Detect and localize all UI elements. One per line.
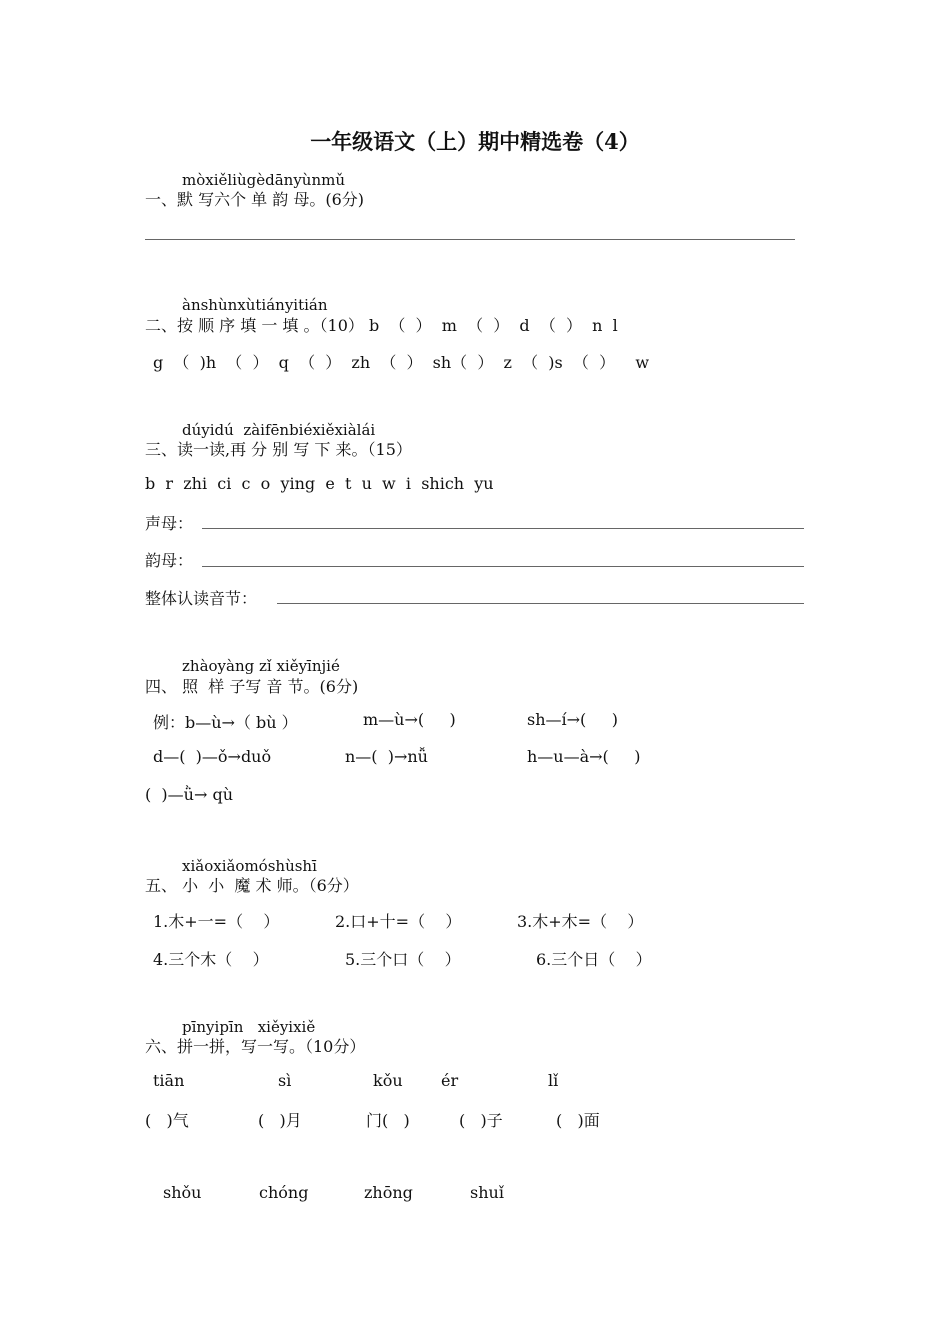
section4-pinyin: zhàoyàng zǐ xiěyīnjié <box>182 657 340 675</box>
syllable: kǒu <box>373 1071 403 1090</box>
section1-answer-line[interactable] <box>145 239 795 240</box>
section3-heading: 三、读一读,再 分 别 写 下 来。（15） <box>145 440 412 459</box>
syllable: ér <box>441 1071 459 1090</box>
syllable: sì <box>278 1071 292 1090</box>
spell-item: n—( )→nǚ <box>345 747 428 766</box>
word-blank: ( )月 <box>258 1111 302 1130</box>
example-item: 例：b—ù→（ bù ） <box>153 713 298 732</box>
syllables-label: 整体认读音节： <box>145 589 258 608</box>
syllable: zhōng <box>364 1183 413 1202</box>
section5-heading: 五、 小 小 魔 术 师。（6分） <box>145 876 359 895</box>
spell-item: d—( )—ǒ→duǒ <box>153 747 272 766</box>
syllables-answer-line[interactable] <box>277 603 804 604</box>
page-title: 一年级语文（上）期中精选卷（4） <box>310 129 640 154</box>
word-blank: ( )气 <box>145 1111 189 1130</box>
section3-letters: b r zhi ci c o ying e t u w i shich yu <box>145 474 494 493</box>
magic-item: 6.三个日（ ） <box>536 950 652 969</box>
spell-item: h—u—à→( ) <box>527 747 641 766</box>
spell-item: sh—í→( ) <box>527 710 618 729</box>
magic-item: 1.木+一=（ ） <box>153 912 280 931</box>
section5-pinyin: xiǎoxiǎomóshùshī <box>182 857 317 875</box>
syllable: lǐ <box>548 1071 559 1090</box>
magic-item: 2.口+十=（ ） <box>335 912 462 931</box>
syllable: tiān <box>153 1071 185 1090</box>
section2-heading: 二、按 顺 序 填 一 填 。（10） b （ ） m （ ） d （ ） n l <box>145 316 618 335</box>
section2-row: g （ )h （ ） q （ ） zh （ ） sh（ ） z （ )s （ ） w <box>153 353 650 372</box>
section4-heading: 四、 照 样 子写 音 节。(6分) <box>145 677 359 696</box>
magic-item: 4.三个木（ ） <box>153 950 269 969</box>
section1-pinyin: mòxiěliùgèdānyùnmǔ <box>182 171 346 189</box>
finals-answer-line[interactable] <box>202 566 804 567</box>
initials-answer-line[interactable] <box>202 528 804 529</box>
section6-pinyin: pīnyipīn xiěyixiě <box>182 1018 316 1036</box>
spell-item: m—ù→( ) <box>363 710 456 729</box>
section2-pinyin: ànshùnxùtiányitián <box>182 296 328 314</box>
finals-label: 韵母： <box>145 551 194 570</box>
initials-label: 声母： <box>145 514 194 533</box>
syllable: shuǐ <box>470 1183 504 1202</box>
magic-item: 5.三个口（ ） <box>345 950 461 969</box>
section6-heading: 六、拼一拼，写一写。（10分） <box>145 1037 366 1056</box>
word-blank: ( )子 <box>459 1111 503 1130</box>
word-blank: ( )面 <box>556 1111 600 1130</box>
section1-heading: 一、默 写六个 单 韵 母。(6分) <box>145 190 365 209</box>
syllable: chóng <box>259 1183 309 1202</box>
word-blank: 门( ) <box>366 1111 410 1130</box>
section3-pinyin: dúyidú zàifēnbiéxiěxiàlái <box>182 421 376 439</box>
syllable: shǒu <box>163 1183 202 1202</box>
magic-item: 3.木+木=（ ） <box>517 912 644 931</box>
spell-item: ( )—ǜ→ qù <box>145 785 233 804</box>
